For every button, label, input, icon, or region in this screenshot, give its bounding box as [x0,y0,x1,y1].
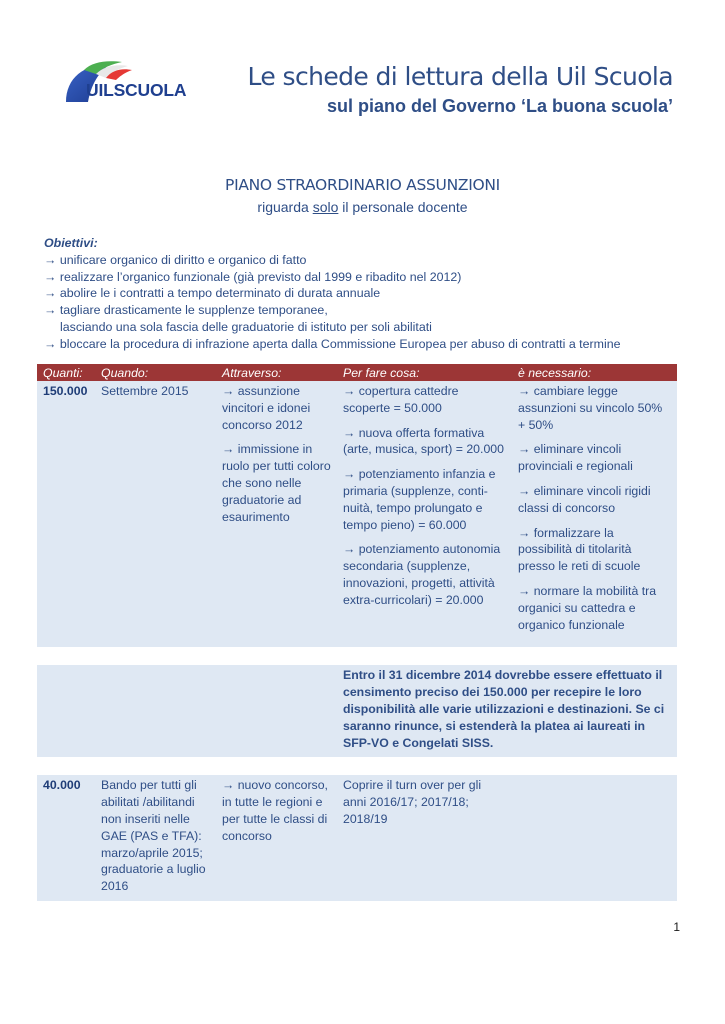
cell-attraverso [216,381,337,647]
column-header-quanti: Quanti: [37,364,95,381]
cell-per-fare-cosa: Coprire il turn over per gli anni 2016/17; 2017/18; 2018/19 [337,775,512,901]
page-subtitle: sul piano del Governo ‘La buona scuola’ [326,96,673,116]
objectives-list [44,235,620,353]
column-header-necessario: è necessario: [512,364,677,381]
uilscuola-logo [62,58,187,108]
page-title: Le schede di lettura della Uil Scuola [247,62,673,91]
attraverso-item: → immissione in ruolo per tutti coloro che sono nelle graduatorie ad esaurimento [222,442,331,524]
necessario-item: → eliminare vincoli provinciali e regionali [518,442,633,474]
table-row [37,381,677,647]
column-header-per-fare-cosa: Per fare cosa: [337,364,512,381]
subheading-underlined: solo [312,199,339,215]
per-fare-item: → potenziamento infanzia e primaria (supplenze, conti-nuità, tempo prolungato e tempo pieno) = 60.000 [343,467,496,532]
subheading-before: riguarda [257,199,313,215]
page-number: 1 [673,920,680,934]
table-row [37,775,677,901]
section-heading: PIANO STRAORDINARIO ASSUNZIONI [225,176,500,194]
necessario-item: → eliminare vincoli rigidi classi di concorso [518,483,651,515]
cell-necessario [512,381,677,647]
per-fare-item: → potenziamento autonomia secondaria (supplenze, innovazioni, progetti, attività extra-curricolari) = 20.000 [343,542,501,607]
necessario-item: → formalizzare la possibilità di titolarità presso le reti di scuole [518,525,641,574]
objective-item: → bloccare la procedura di infrazione aperta dalla Commissione Europea per abuso di contratti a termine [44,336,621,351]
necessario-item: → cambiare legge assunzioni su vincolo 50% + 50% [518,384,663,432]
objective-item: → realizzare l’organico funzionale (già previsto dal 1999 e ribadito nel 2012) [44,269,462,284]
necessario-item: → normare la mobilità tra organici su cattedra e organico funzionale [518,583,657,632]
objective-item: → abolire le i contratti a tempo determinato di durata annuale [44,286,381,301]
cell-per-fare-cosa [337,381,512,647]
logo-text: UILSCUOLA [86,80,187,100]
section-subheading [0,199,725,215]
attraverso-item: → assunzione vincitori e idonei concorso 2012 [222,384,311,432]
per-fare-item: → copertura cattedre scoperte = 50.000 [343,384,459,415]
per-fare-item: → nuova offerta formativa (arte, musica, sport) = 20.000 [343,425,504,457]
objectives-title: Obiettivi: [44,236,98,250]
subheading-after: il personale docente [338,199,468,215]
cell-necessario [512,775,677,901]
objective-item: → unificare organico di diritto e organico di fatto [44,252,307,267]
cell-quando: Bando per tutti gli abilitati /abilitandi non inseriti nelle GAE (PAS e TFA): marzo/aprile 2015; graduatorie a luglio 2016 [95,775,216,901]
census-note: Entro il 31 dicembre 2014 dovrebbe essere effettuato il censimento preciso dei 150.000 per recepire le loro disponibilità alle varie utilizzazioni e destinazioni. Se ci saranno rinunce, si estenderà la platea ai laureati in SFP-VO e Congelati SISS. [337,665,677,757]
table-header-row [37,364,677,381]
column-header-quando: Quando: [95,364,216,381]
cell-attraverso: → nuovo concorso, in tutte le regioni e per tutte le classi di concorso [216,775,337,901]
table-note-row [37,665,677,757]
hiring-plan-table [37,364,677,901]
cell-quanti: 40.000 [37,775,95,901]
cell-quanti: 150.000 [37,381,95,647]
cell-quando: Settembre 2015 [95,381,216,647]
objective-item-continuation: lasciando una sola fascia delle graduatorie di istituto per soli abilitati [60,319,432,334]
column-header-attraverso: Attraverso: [216,364,337,381]
objective-item: → tagliare drasticamente le supplenze temporanee, [44,303,328,318]
